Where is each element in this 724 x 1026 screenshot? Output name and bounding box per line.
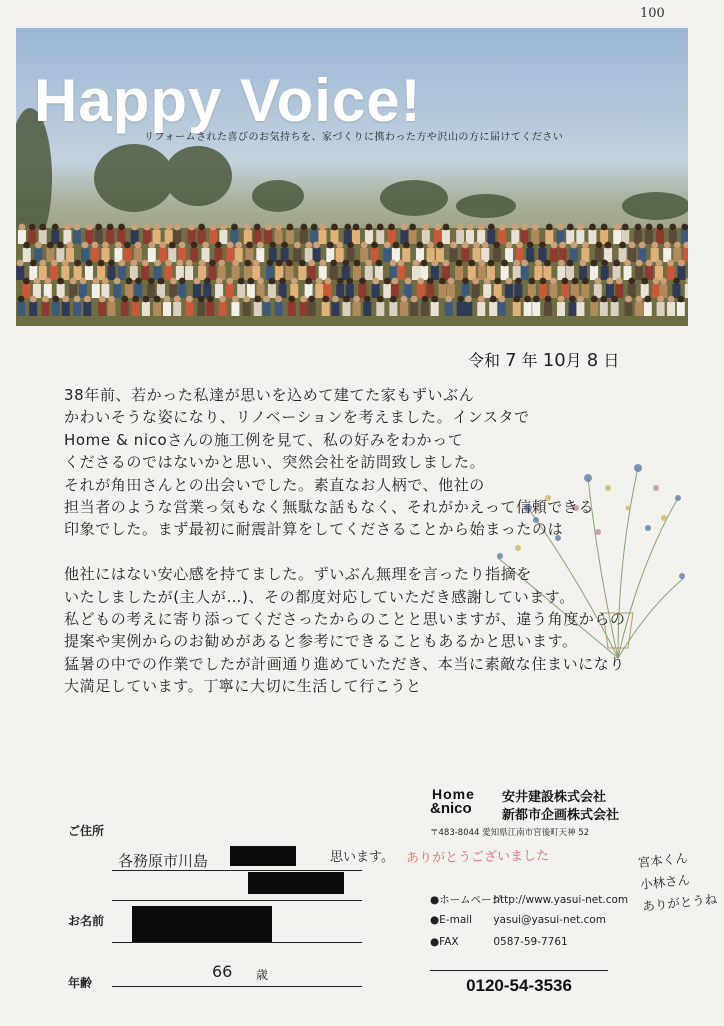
- signoff-line: 小林さん: [639, 871, 691, 893]
- company-logo-nico: &nico: [430, 800, 472, 817]
- date-era: 令和: [468, 351, 501, 370]
- letter-line: 担当者のような営業っ気もなく無駄な話もなく、それがかえって信頼できる: [64, 497, 595, 516]
- page-number: 100: [640, 6, 665, 21]
- name-label: お名前: [68, 914, 105, 928]
- age-label: 年齢: [68, 976, 93, 990]
- letter-line: 提案や実例からのお勧めがあると参考にできることもあるかと思います。: [64, 632, 578, 651]
- letter-line: Home & nicoさんの施工例を見て、私の好みをわかって: [64, 430, 464, 449]
- homepage-link[interactable]: http://www.yasui-net.com: [493, 894, 629, 906]
- letter-closing: 思います。: [330, 850, 394, 865]
- address-redaction: [230, 846, 296, 866]
- page-title: Happy Voice!: [34, 67, 422, 134]
- name-redaction: [132, 906, 272, 942]
- letter-line: いたしましたが(主人が…)、その都度対応していただき感謝しています。: [64, 587, 575, 606]
- address-value: 各務原市川島: [118, 852, 209, 870]
- address-label: ご住所: [68, 824, 105, 838]
- homepage-label: ●ホームページ: [430, 894, 502, 906]
- signoff-line: 宮本くん: [637, 850, 689, 871]
- company-info: [430, 786, 660, 1026]
- fax-label: ●FAX: [430, 936, 459, 948]
- homepage-row: [430, 892, 628, 907]
- age-unit: 歳: [256, 968, 269, 982]
- date-day: 8: [586, 350, 599, 371]
- age-underline: [112, 986, 362, 987]
- letter-line: 私どもの考えに寄り添ってくださったからのことと思いますが、違う角度からの: [64, 609, 626, 628]
- letter-line: かわいそうな姿になり、リノベーションを考えました。インスタで: [64, 408, 530, 427]
- email-link[interactable]: yasui@yasui-net.com: [493, 914, 607, 926]
- letter-line: 大満足しています。丁寧に大切に生活して行こうと: [64, 677, 422, 696]
- header-subtitle: リフォームされた喜びのお気持ちを、家づくりに携わった方や沢山の方に届けてください: [144, 132, 564, 143]
- date-year-unit: 年: [521, 351, 538, 370]
- name-underline: [112, 942, 362, 943]
- address-underline: [112, 870, 362, 871]
- address-underline: [112, 900, 362, 901]
- company-logo-home: Home: [432, 786, 475, 802]
- date-year: 7: [505, 350, 517, 371]
- thanks-note: ありがとうございました: [405, 848, 550, 867]
- phone-number[interactable]: 0120-54-3536: [430, 970, 608, 1001]
- company-address: 〒483-8044 愛知県江南市宮後町天神 52: [430, 828, 590, 838]
- address-redaction: [248, 872, 344, 894]
- signoff-line: ありがとうね: [641, 891, 718, 915]
- letter-line: [64, 541, 664, 563]
- letter-line: 他社にはない安心感を持てました。ずいぶん無理を言ったり指摘を: [64, 565, 533, 584]
- date-day-unit: 日: [603, 351, 620, 370]
- date-month-unit: 月: [565, 351, 582, 370]
- letter-line: くださるのではないかと思い、突然会社を訪問致しました。: [64, 453, 486, 472]
- date-month: 10: [542, 350, 566, 371]
- letter-line: 38年前、若かった私達が思いを込めて建てた家もずいぶん: [64, 386, 475, 404]
- letter-date: [468, 348, 619, 371]
- header-banner: [16, 28, 688, 326]
- handwritten-signoff: [637, 844, 723, 918]
- letter-line: 猛暑の中での作業でしたが計画通り進めていただき、本当に素敵な住まいになり: [64, 654, 626, 673]
- company-name-primary: 安井建設株式会社: [502, 790, 607, 805]
- email-label: ●E-mail: [430, 914, 473, 926]
- email-row: [430, 914, 606, 926]
- letter-line: それが角田さんとの出会いでした。素直なお人柄で、他社の: [64, 475, 485, 494]
- fax-number: 0587-59-7761: [493, 936, 568, 948]
- company-name-secondary: 新都市企画株式会社: [502, 808, 620, 823]
- age-value: 66: [212, 962, 233, 981]
- fax-row: [430, 936, 568, 948]
- letter-line: 印象でした。まず最初に耐震計算をしてくださることから始まったのは: [64, 520, 564, 539]
- letter-body: [64, 384, 664, 697]
